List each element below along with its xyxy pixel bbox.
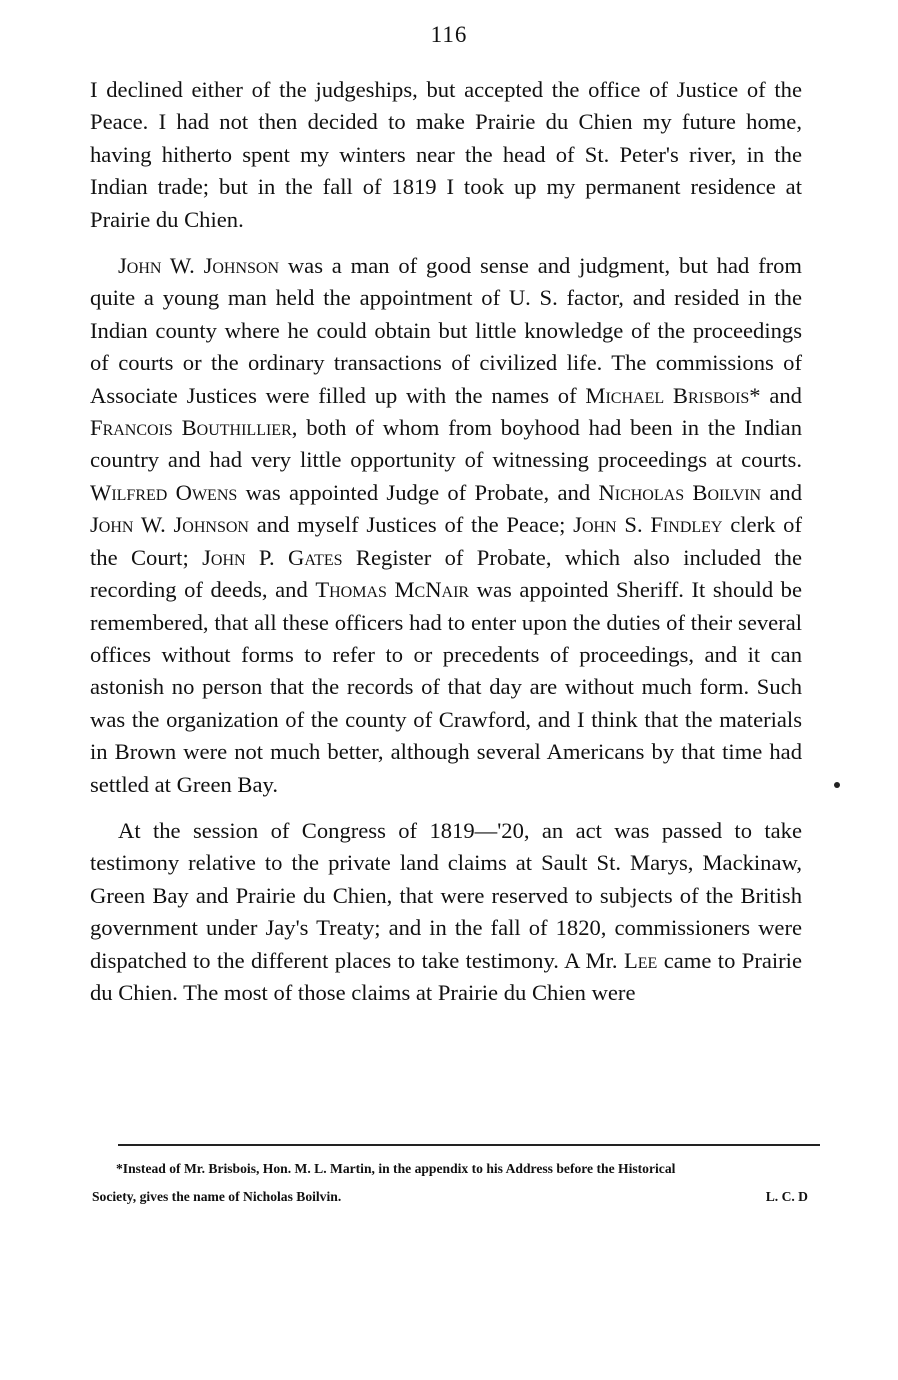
person-name: John W. Johnson <box>118 253 280 279</box>
margin-mark <box>834 782 840 788</box>
person-name: Michael Brisbois <box>585 382 750 408</box>
footnote <box>92 1155 808 1211</box>
paragraph-text: Register of Probate, which also included the recording of deeds, and <box>90 544 802 603</box>
paragraph-text: I declined either of the judgeships, but accepted the office of Justice of the Peace. I had not then decided to make Prairie du Chien my future home, having hitherto spent my winters near the head of St. Peter's river, in the Indian trade; but in the fall of 1819 I took up my permanent residence at Prairie du Chien. <box>90 77 802 232</box>
person-name: Nicholas Boilvin <box>598 479 762 505</box>
person-name: John W. Johnson <box>90 512 249 538</box>
paragraph-text: was a man of good sense and judgment, but had from quite a young man held the appointment of U. S. factor, and resided in the Indian county where he could obtain but little knowledge of the proceedings of courts or the ordinary transactions of civilized life. The commissions of Associate Justices were filled up with the names of <box>90 253 803 408</box>
paragraph-text: clerk of the Court; <box>90 512 803 570</box>
person-name: Francois Bouthillier <box>90 415 292 441</box>
paragraph-text: was appointed Sheriff. It should be remembered, that all these officers had to enter upon the duties of their several offices without forms to refer to or precedents of proceedings, and it can astonish no person that the records of that day are without much form. Such was the organization of the county of Crawford, and I think that the materials in Brown were not much better, although several Americans by that time had settled at Green Bay. <box>90 577 802 797</box>
person-name: Wilfred Owens <box>90 479 238 505</box>
person-name: Lee <box>623 947 658 973</box>
footnote-line <box>92 1183 808 1211</box>
footnote-line: *Instead of Mr. Brisbois, Hon. M. L. Martin, in the appendix to his Address before the Historical <box>116 1161 676 1176</box>
paragraph-land-claims <box>90 815 802 1009</box>
footnote-divider <box>118 1144 820 1146</box>
footnote-initials: L. C. D <box>765 1189 808 1204</box>
person-name: John P. Gates <box>202 544 343 570</box>
paragraph-text: came to Prairie du Chien. The most of those claims at Prairie du Chien were <box>90 947 802 1005</box>
paragraph-text: At the session of Congress of 1819—'20, an act was passed to take testimony relative to the private land claims at Sault St. Marys, Mackinaw, Green Bay and Prairie du Chien, that were reserved to subjects of the British government under Jay's Treaty; and in the fall of 1820, commissioners were dispatched to the different places to take testimony. A Mr. <box>90 817 802 973</box>
paragraph-county-officers <box>90 250 802 801</box>
page-number: 116 <box>430 22 468 47</box>
paragraph-text: , both of whom from boyhood had been in the Indian country and had very little opportunity of witnessing proceedings at courts. <box>90 415 802 473</box>
paragraph-text: was appointed Judge of Probate, and <box>237 479 599 505</box>
person-name: Thomas McNair <box>315 577 470 603</box>
paragraph-text: and <box>761 479 803 505</box>
paragraph-judgeships <box>90 74 802 236</box>
footnote-text: Society, gives the name of Nicholas Boilvin. <box>92 1189 342 1204</box>
main-text <box>90 74 802 1009</box>
person-name: John S. Findley <box>573 512 723 538</box>
paragraph-text: and myself Justices of the Peace; <box>248 512 574 538</box>
paragraph-text: * and <box>749 382 802 408</box>
